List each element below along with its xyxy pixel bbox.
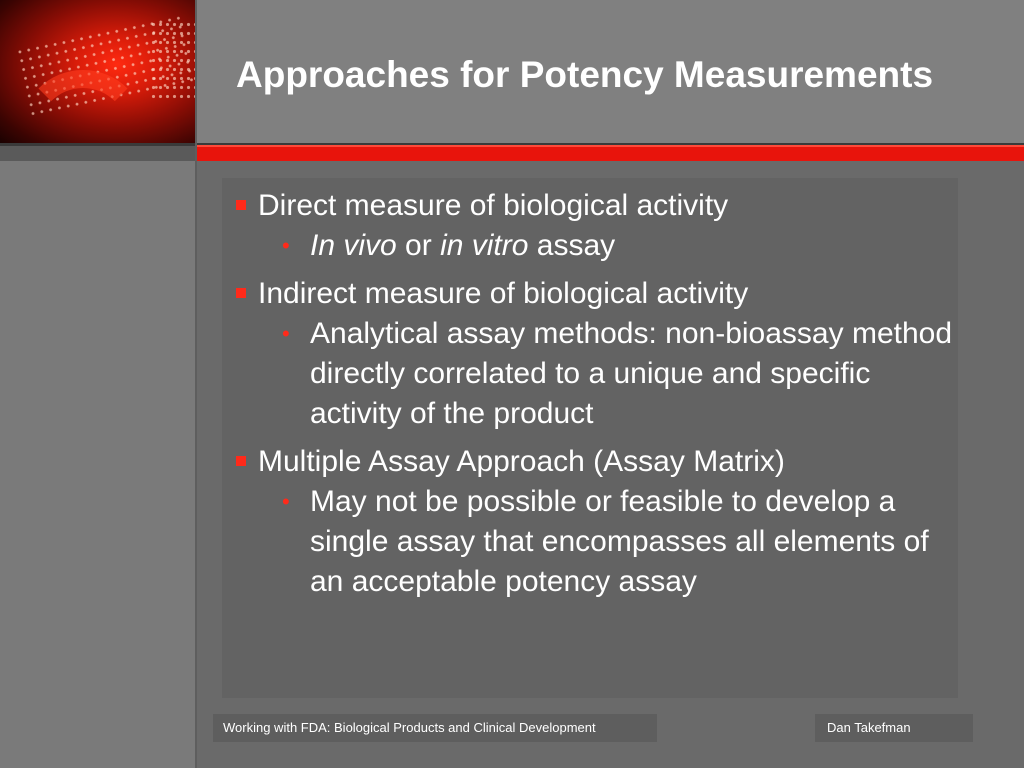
- page-title: Approaches for Potency Measurements: [236, 54, 934, 95]
- bullet-item: [232, 186, 952, 226]
- bullet-item: [232, 442, 952, 482]
- sub-bullet-text: in vitro: [440, 229, 529, 262]
- header-accent-rule: [197, 145, 1024, 161]
- sub-bullet-item: [232, 314, 952, 434]
- sub-bullet-text: or: [396, 229, 441, 262]
- sub-bullet-text: assay: [528, 229, 616, 262]
- bullet-list: [232, 186, 952, 610]
- footer-title: Working with FDA: Biological Products and Clinical Development: [213, 714, 657, 742]
- header-rule-left: [0, 146, 195, 161]
- round-bullet-icon: •: [282, 321, 290, 346]
- round-bullet-icon: •: [282, 233, 290, 258]
- bullet-text: Indirect measure of biological activity: [258, 277, 749, 310]
- left-column: [0, 161, 195, 768]
- sub-bullet-text: May not be possible or feasible to develop a single assay that encompasses all elements of an acceptable potency assay: [310, 485, 929, 598]
- square-bullet-icon: [236, 200, 246, 210]
- sub-bullet-text: In vivo: [310, 229, 397, 262]
- round-bullet-icon: •: [282, 489, 290, 514]
- square-bullet-icon: [236, 456, 246, 466]
- sub-bullet-text: Analytical assay methods: non-bioassay method directly correlated to a unique and specific activity of the product: [310, 317, 953, 430]
- bullet-text: Direct measure of biological activity: [258, 189, 729, 222]
- footer-author: Dan Takefman: [815, 714, 973, 742]
- bullet-text: Multiple Assay Approach (Assay Matrix): [258, 445, 785, 478]
- header-photo: [0, 0, 195, 143]
- square-bullet-icon: [236, 288, 246, 298]
- sub-bullet-item: [232, 226, 952, 266]
- bullet-item: [232, 274, 952, 314]
- sub-bullet-item: [232, 482, 952, 602]
- header-photo-band: [150, 20, 195, 100]
